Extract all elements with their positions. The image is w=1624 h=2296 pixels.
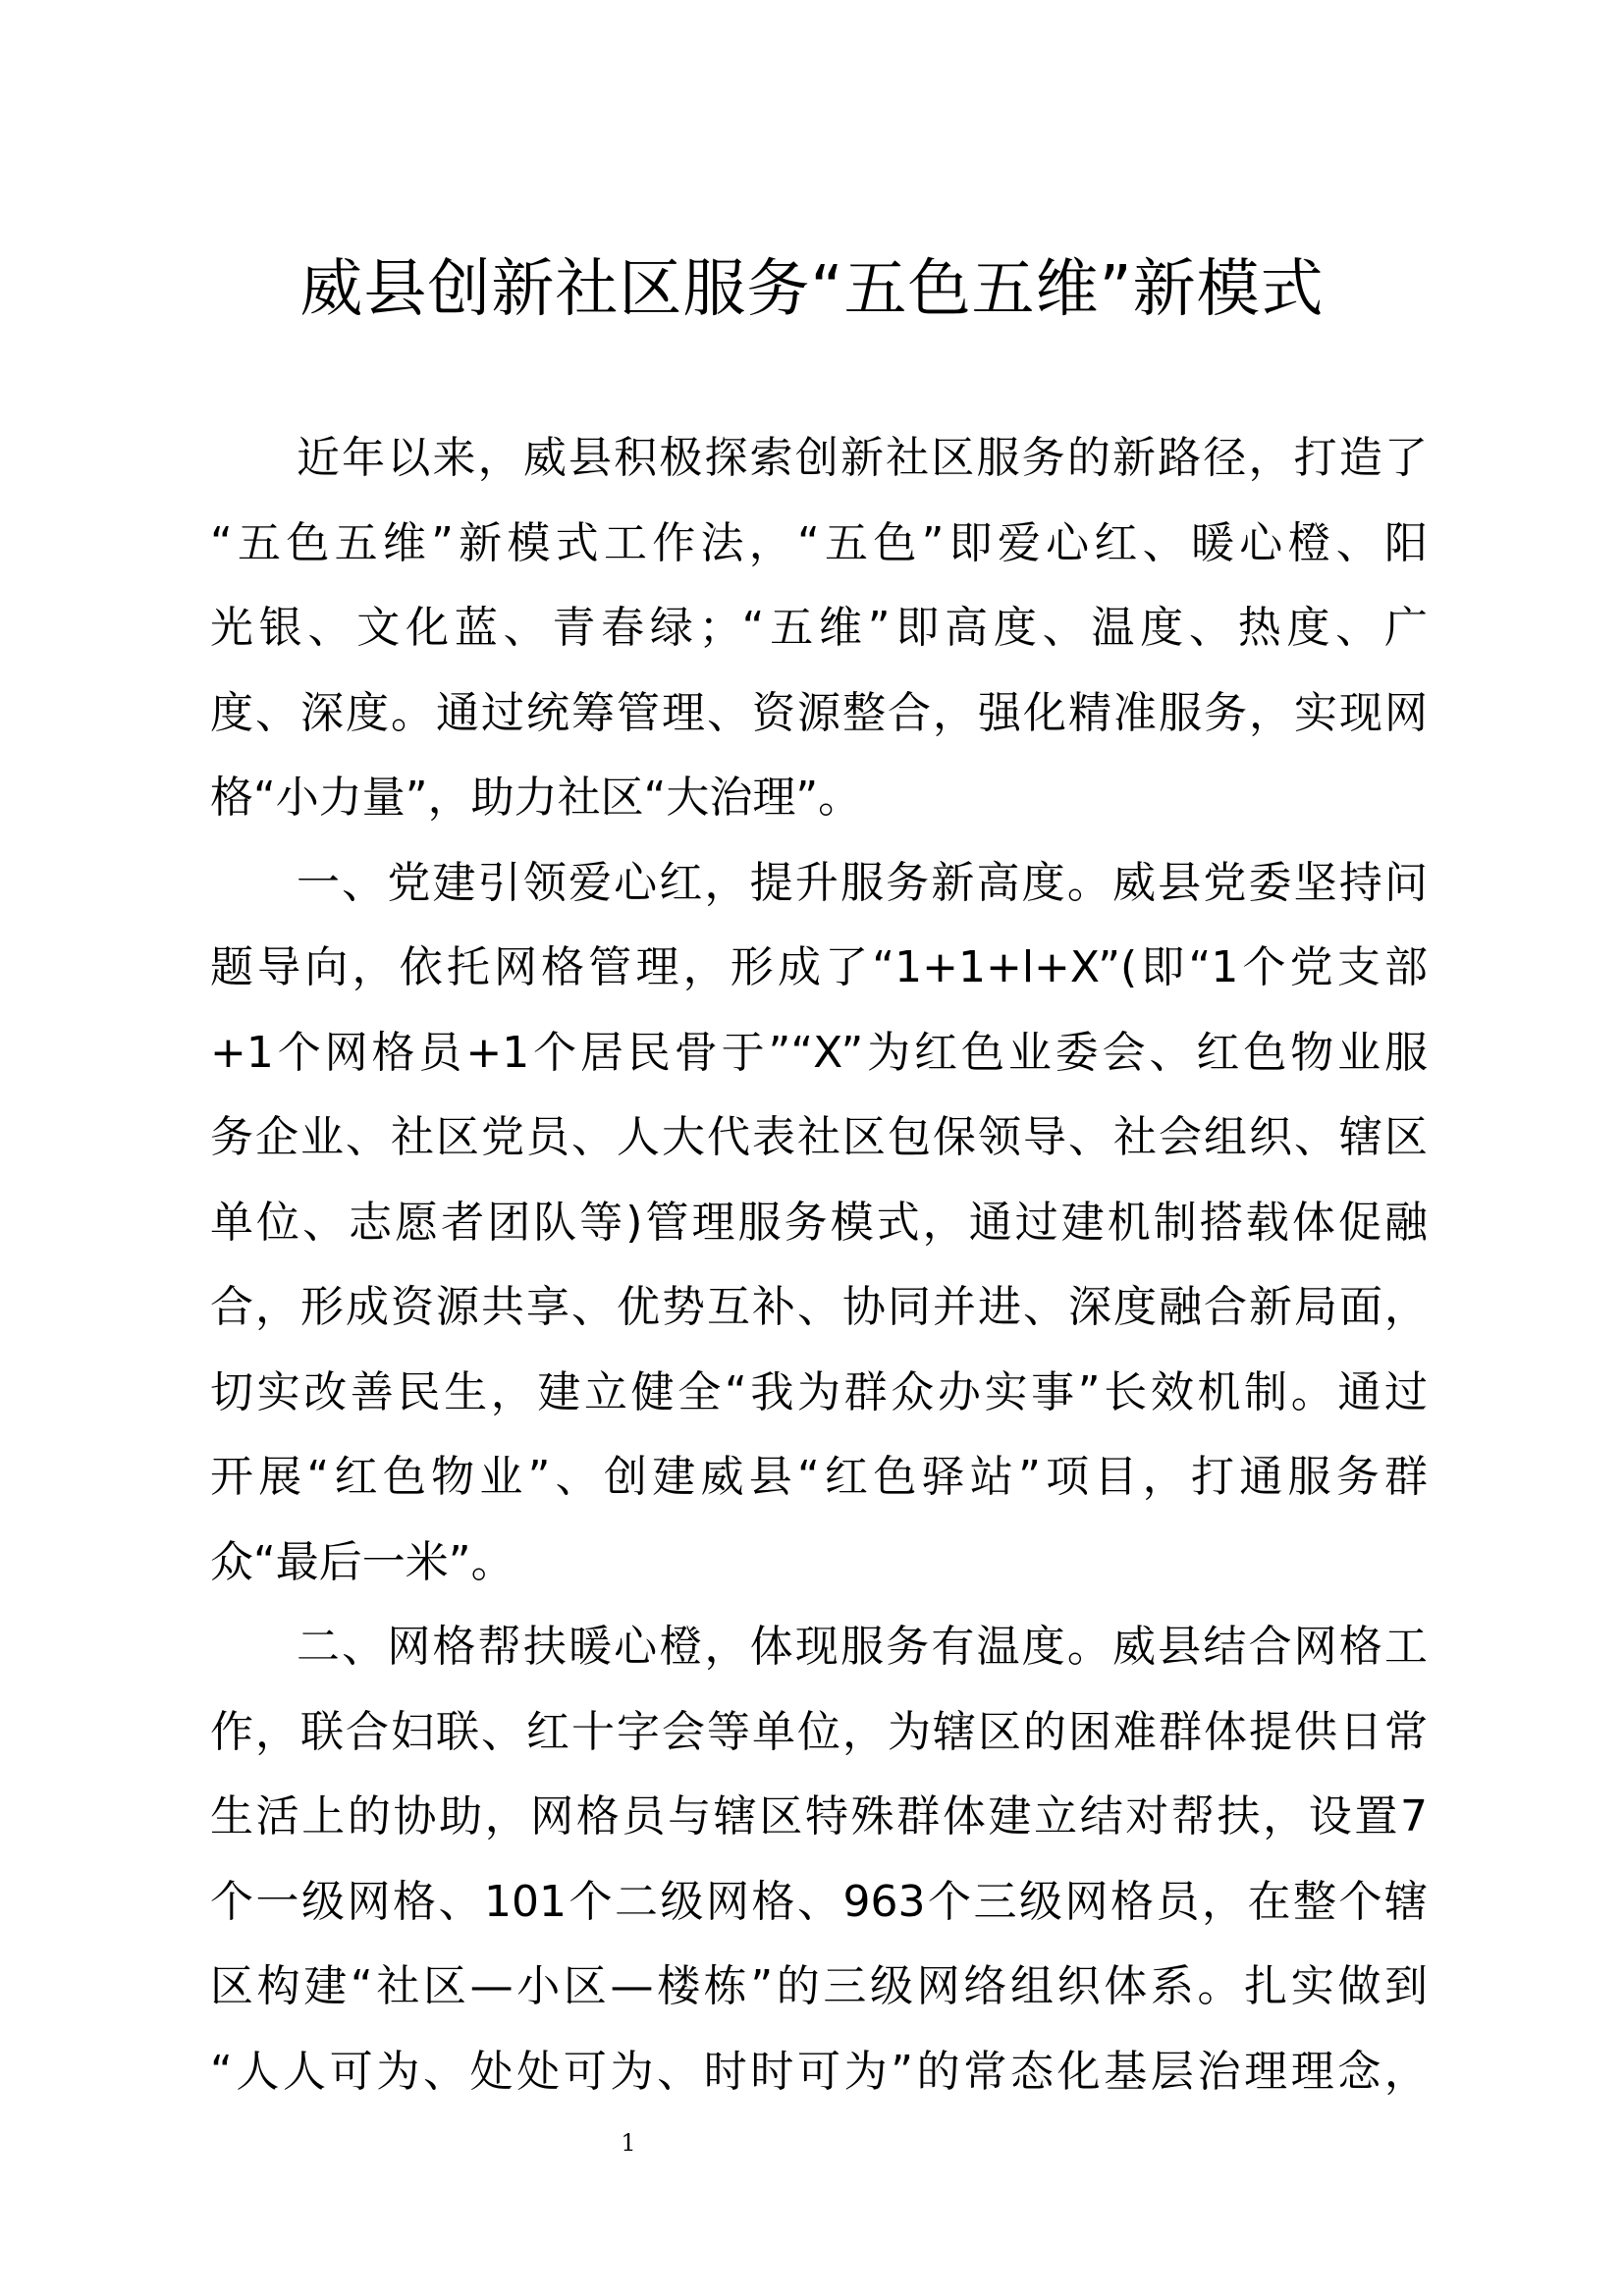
text-line: 题导向，依托网格管理，形成了“1+1+l+X”(即“1个党支部: [210, 942, 1428, 992]
text-line: 个一级网格、101个二级网格、963个三级网格员，在整个辖: [210, 1876, 1428, 1927]
text-line: 合，形成资源共享、优势互补、协同并进、深度融合新局面，: [210, 1282, 1428, 1332]
paragraph-section-one: [210, 849, 1428, 1614]
text-line: 格“小力量”，助力社区“大治理”。: [210, 773, 862, 823]
document-body: [210, 424, 1428, 2122]
text-line: 务企业、社区党员、人大代表社区包保领导、社会组织、辖区: [210, 1112, 1428, 1162]
paragraph-section-two: [210, 1613, 1428, 2122]
text-line: 作，联合妇联、红十字会等单位，为辖区的困难群体提供日常: [210, 1706, 1428, 1757]
text-line: 众“最后一米”。: [210, 1536, 514, 1587]
text-line: 度、深度。通过统筹管理、资源整合，强化精准服务，实现网: [210, 687, 1428, 738]
text-line: 切实改善民生，建立健全“我为群众办实事”长效机制。通过: [210, 1366, 1428, 1417]
text-line: +1个网格员+1个居民骨于”“X”为红色业委会、红色物业服: [210, 1027, 1428, 1078]
text-line: 区构建“社区—小区—楼栋”的三级网络组织体系。扎实做到: [210, 1961, 1428, 2011]
page-number: 1: [621, 2129, 636, 2157]
text-line: 单位、志愿者团队等)管理服务模式，通过建机制搭载体促融: [210, 1197, 1428, 1248]
text-line: “人人可为、处处可为、时时可为”的常态化基层治理理念，: [210, 2046, 1428, 2097]
document-title: 威县创新社区服务“五色五维”新模式: [299, 253, 1325, 326]
text-line: “五色五维”新模式工作法，“五色”即爱心红、暖心橙、阳: [210, 517, 1428, 568]
text-line: 近年以来，威县积极探索创新社区服务的新路径，打造了: [297, 433, 1428, 483]
text-line: 生活上的协助，网格员与辖区特殊群体建立结对帮扶，设置7: [210, 1791, 1428, 1842]
text-line: 二、网格帮扶暖心橙，体现服务有温度。威县结合网格工: [297, 1622, 1428, 1672]
text-line: 一、党建引领爱心红，提升服务新高度。威县党委坚持问: [297, 857, 1428, 908]
paragraph-intro: [210, 424, 1428, 849]
text-line: 光银、文化蓝、青春绿；“五维”即高度、温度、热度、广: [210, 603, 1428, 653]
text-line: 开展“红色物业”、创建威县“红色驿站”项目，打通服务群: [210, 1452, 1428, 1502]
